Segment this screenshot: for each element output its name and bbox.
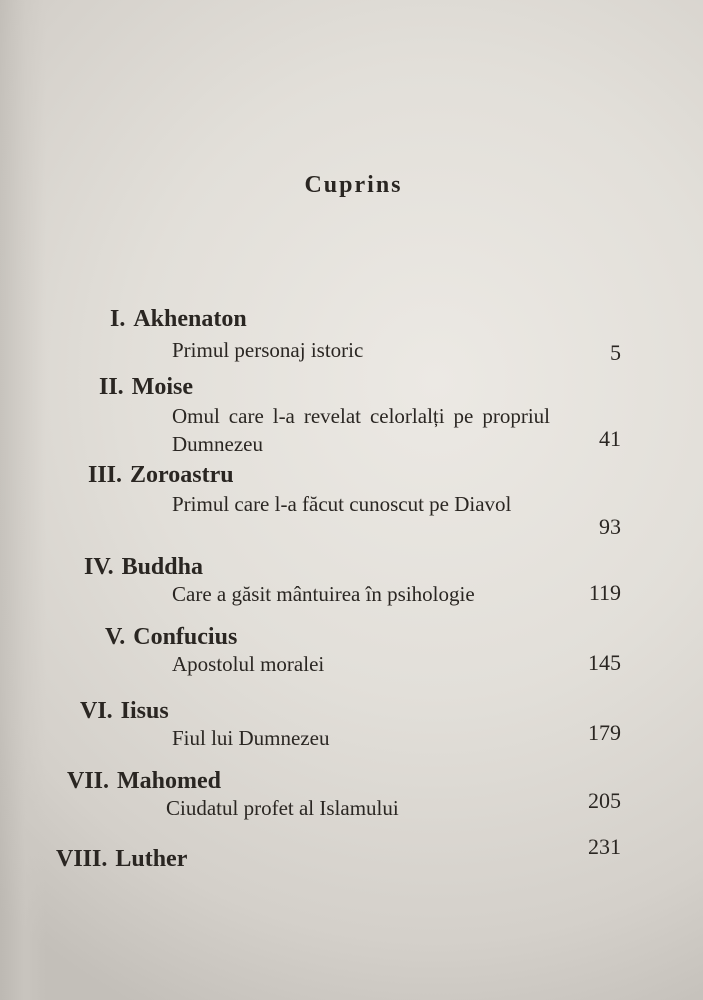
toc-entry-page-number: 5 xyxy=(610,340,621,365)
toc-entry-name: Iisus xyxy=(120,698,169,724)
toc-entry-page-number: 119 xyxy=(588,580,621,605)
page-title: Cuprins xyxy=(304,172,403,198)
toc-entry-numeral: III. xyxy=(88,462,123,488)
toc-entry-subtitle: Care a găsit mântuirea în psihologie xyxy=(172,582,475,606)
toc-entry-name: Buddha xyxy=(121,554,203,580)
toc-entry-numeral: VIII. xyxy=(56,846,108,872)
toc-entry-page-number: 231 xyxy=(588,834,621,859)
toc-entry-numeral: IV. xyxy=(84,554,114,580)
toc-entry-name: Luther xyxy=(115,846,188,872)
toc-entry-page-number: 145 xyxy=(588,650,621,675)
toc-entry-numeral: VII. xyxy=(67,768,110,794)
toc-entry-page-number: 205 xyxy=(588,788,621,813)
toc-entry-subtitle: Primul care l-a făcut cunoscut pe Diavol xyxy=(172,492,512,516)
toc-entry-page-number: 179 xyxy=(588,720,621,745)
toc-entry-heading xyxy=(88,462,234,489)
toc-entry-heading xyxy=(67,768,221,795)
toc-entry-heading xyxy=(56,846,187,873)
toc-entry-numeral: I. xyxy=(110,306,126,332)
toc-entry-numeral: II. xyxy=(99,374,124,400)
toc-entry-heading xyxy=(105,624,237,651)
toc-entry-heading xyxy=(80,698,169,725)
toc-entry-subtitle: Ciudatul profet al Islamului xyxy=(166,796,399,820)
toc-entry-name: Akhenaton xyxy=(133,306,247,332)
toc-entry-name: Confucius xyxy=(133,624,238,650)
toc-entry-page-number: 93 xyxy=(599,514,621,539)
toc-entry-heading xyxy=(99,374,193,401)
toc-entry-subtitle: Apostolul moralei xyxy=(172,652,325,676)
toc-entry-page-number: 41 xyxy=(599,426,621,451)
toc-entry-name: Moise xyxy=(131,374,193,400)
toc-entry-subtitle: Fiul lui Dumnezeu xyxy=(172,726,330,750)
toc-entry-name: Mahomed xyxy=(117,768,222,794)
toc-entry-subtitle: Omul care l-a revelat celorlalți pe propriul Dumnezeu xyxy=(172,404,550,456)
toc-entry-numeral: V. xyxy=(105,624,126,650)
toc-entry-subtitle: Primul personaj istoric xyxy=(172,338,364,362)
toc-entry-heading xyxy=(84,554,203,581)
toc-entry-name: Zoroastru xyxy=(130,462,234,488)
toc-entry-heading xyxy=(110,306,247,333)
toc-entry-numeral: VI. xyxy=(80,698,113,724)
